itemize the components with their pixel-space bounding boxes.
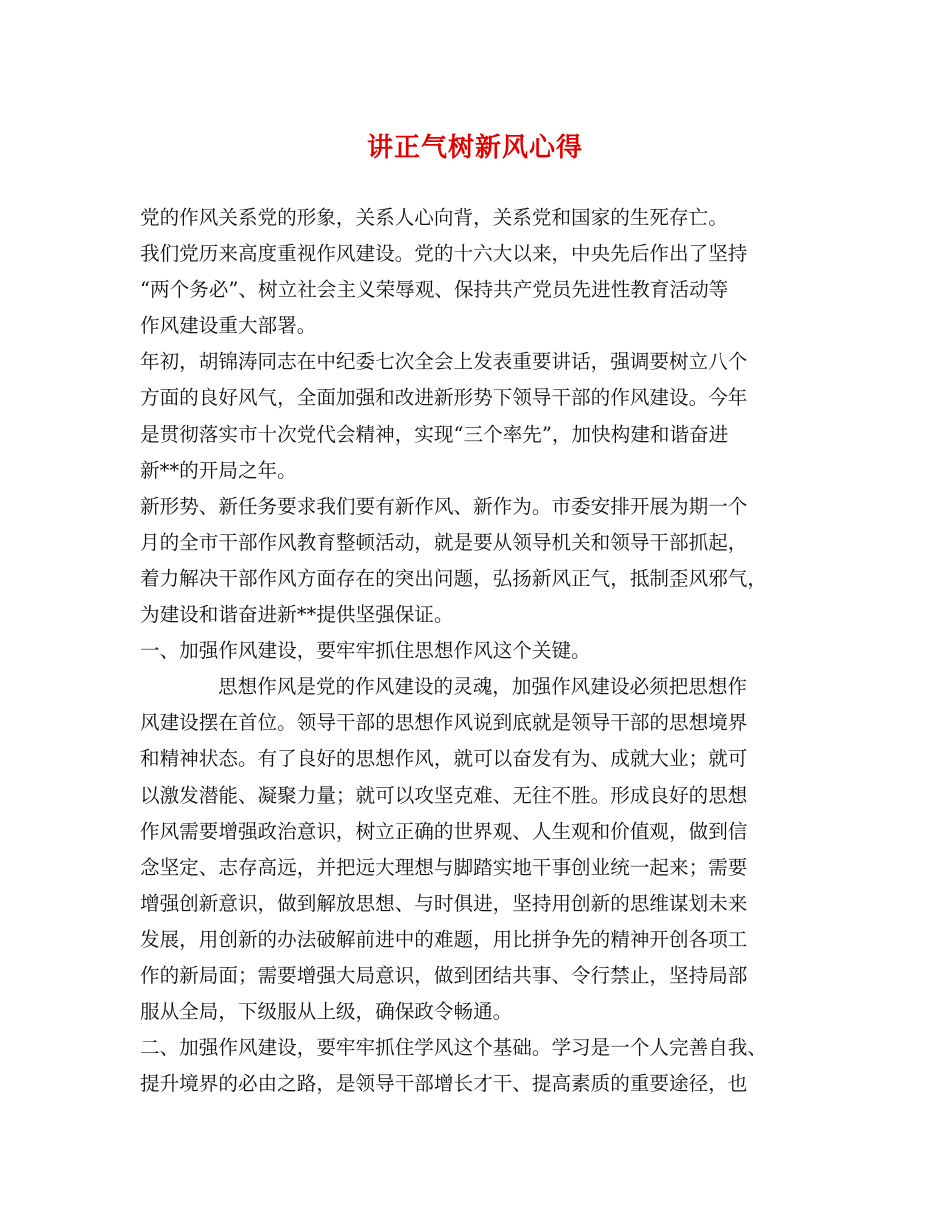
body-line: 服从全局，下级服从上级，确保政令畅通。 — [140, 1000, 513, 1024]
body-line: 和精神状态。有了良好的思想作风，就可以奋发有为、成就大业；就可 — [140, 747, 748, 771]
body-line: 月的全市干部作风教育整顿活动，就是要从领导机关和领导干部抓起， — [140, 530, 748, 554]
body-line: 我们党历来高度重视作风建设。党的十六大以来，中央先后作出了坚持 — [140, 242, 748, 266]
body-line: 新**的开局之年。 — [140, 458, 297, 482]
body-line: 着力解决干部作风方面存在的突出问题，弘扬新风正气，抵制歪风邪气， — [140, 566, 767, 590]
body-line: 以激发潜能、凝聚力量；就可以攻坚克难、无往不胜。形成良好的思想 — [140, 783, 748, 807]
body-line: 党的作风关系党的形象，关系人心向背，关系党和国家的生死存亡。 — [140, 206, 728, 229]
body-line: 为建设和谐奋进新**提供坚强保证。 — [140, 603, 454, 627]
body-line: 二、加强作风建设，要牢牢抓住学风这个基础。学习是一个人完善自我、 — [140, 1036, 767, 1060]
body-line: “两个务必”、树立社会主义荣辱观、保持共产党员先进性教育活动等 — [140, 278, 729, 302]
body-line: 一、加强作风建设，要牢牢抓住思想作风这个关键。 — [140, 639, 591, 663]
body-line: 年初，胡锦涛同志在中纪委七次全会上发表重要讲话，强调要树立八个 — [140, 350, 748, 374]
body-line: 发展，用创新的办法破解前进中的难题，用比拼争先的精神开创各项工 — [140, 927, 748, 951]
document-body — [140, 200, 820, 1102]
body-line: 新形势、新任务要求我们要有新作风、新作为。市委安排开展为期一个 — [140, 494, 748, 518]
body-line: 方面的良好风气，全面加强和改进新形势下领导干部的作风建设。今年 — [140, 386, 748, 410]
body-line: 作风建设重大部署。 — [140, 314, 317, 338]
body-line: 念坚定、志存高远，并把远大理想与脚踏实地干事创业统一起来；需要 — [140, 855, 748, 879]
body-line: 风建设摆在首位。领导干部的思想作风说到底就是领导干部的思想境界 — [140, 711, 748, 735]
body-line: 作的新局面；需要增强大局意识，做到团结共事、令行禁止，坚持局部 — [140, 963, 748, 987]
body-line: 思想作风是党的作风建设的灵魂，加强作风建设必须把思想作 — [218, 675, 748, 699]
document-title: 讲正气树新风心得 — [366, 133, 583, 163]
body-line: 提升境界的必由之路，是领导干部增长才干、提高素质的重要途径，也 — [140, 1072, 748, 1096]
body-line: 增强创新意识，做到解放思想、与时俱进，坚持用创新的思维谋划未来 — [140, 891, 748, 915]
body-line: 作风需要增强政治意识，树立正确的世界观、人生观和价值观，做到信 — [140, 819, 748, 843]
body-line: 是贯彻落实市十次党代会精神，实现“三个率先”，加快构建和谐奋进 — [140, 422, 729, 446]
